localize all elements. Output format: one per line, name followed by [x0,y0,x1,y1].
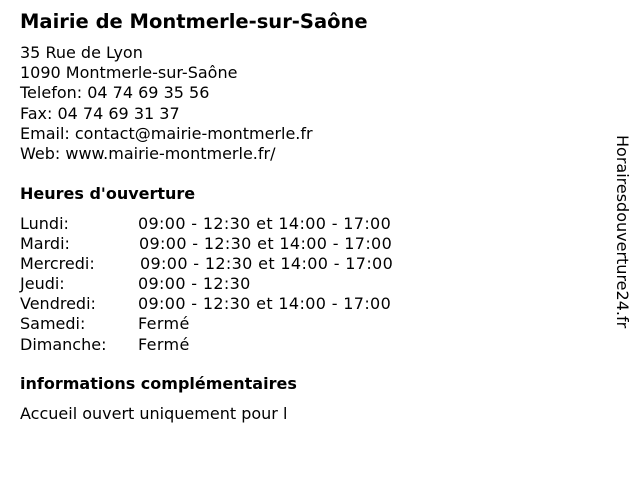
time-value: Fermé [138,314,190,334]
website-address: Web: www.mairie-montmerle.fr/ [20,143,276,163]
page-title: Mairie de Montmerle-sur-Saône [20,10,368,33]
time-value: 09:00 - 12:30 [138,274,251,294]
day-label: Dimanche: [20,334,107,354]
time-value: Fermé [138,334,190,354]
hours-row-saturday [20,314,440,334]
info-heading: informations complémentaires [20,374,297,393]
street-address: 35 Rue de Lyon [20,43,143,62]
time-value: 09:00 - 12:30 et 14:00 - 17:00 [140,254,394,274]
phone-number: Telefon: 04 74 69 35 56 [20,83,210,103]
day-label: Samedi: [20,314,86,334]
hours-table [20,214,440,355]
hours-row-friday [20,294,440,314]
fax-number: Fax: 04 74 69 31 37 [20,103,180,123]
city-address: 1090 Montmerle-sur-Saône [20,63,238,83]
time-value: 09:00 - 12:30 et 14:00 - 17:00 [139,234,393,254]
day-label: Lundi: [20,214,69,233]
email-address: Email: contact@mairie-montmerle.fr [20,123,313,143]
day-label: Mercredi: [20,254,95,274]
hours-heading: Heures d'ouverture [20,184,196,203]
day-label: Mardi: [20,234,70,254]
hours-row-monday [20,214,440,234]
time-value: 09:00 - 12:30 et 14:00 - 17:00 [138,214,392,233]
day-label: Jeudi: [20,274,65,294]
contact-block [20,43,313,164]
hours-row-sunday [20,335,440,355]
hours-row-wednesday [20,254,440,274]
site-credit-watermark: Horairesdouverture24.fr [613,135,632,329]
time-value: 09:00 - 12:30 et 14:00 - 17:00 [138,294,392,314]
day-label: Vendredi: [20,294,96,314]
hours-row-tuesday [20,234,440,254]
info-text: Accueil ouvert uniquement pour l [20,404,288,423]
hours-row-thursday [20,274,440,294]
